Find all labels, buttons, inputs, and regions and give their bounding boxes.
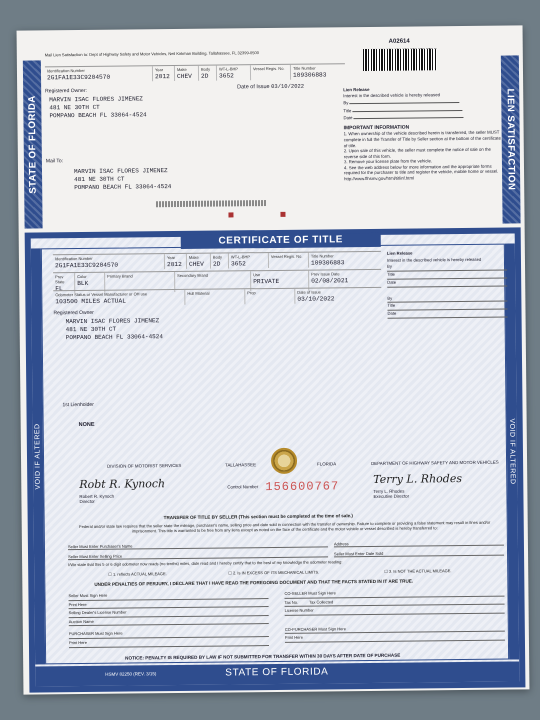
stub-issue-date: 03/10/2022 [271,82,305,91]
cert-use: PRIVATE [253,277,280,286]
cert-vin: 2G1FA1E33C9204570 [54,261,119,270]
coseller-signature-field[interactable]: CO-SELLER Must Sign Here [284,588,504,599]
cert-lien-release: Lien Release Interest in the described vehicle is hereby released By Title Date By Title Date [387,250,508,319]
cert-issue-date: 03/10/2022 [297,295,335,303]
purchaser-print-field[interactable]: Print Here [69,637,269,648]
executive-director-signature: Terry L. Rhodes [373,472,463,486]
copurchaser-signature-field[interactable]: CO-PURCHASER Must Sign Here [285,623,505,634]
cert-color: BLK [77,279,89,288]
state-seal-icon [271,448,297,474]
date-sold-field[interactable]: Seller Must Enter Date Sold [334,550,504,558]
tax-field[interactable]: Tax No. Tax Collected [284,596,504,607]
stub-body: 2D [200,72,209,80]
transfer-heading: TRANSFER OF TITLE BY SELLER (This section must be completed at the time of sale.) [163,513,353,521]
seller-signature-field[interactable]: Seller Must Sign Here [68,590,268,601]
cert-year: 2012 [166,260,182,269]
cert-body: 2D [212,260,221,268]
cert-prev-issue-date: 02/08/2021 [311,277,349,285]
cert-odometer-row: Odometer Status or Vessel Manufacturer or OH use 103500 MILES ACTUAL Hull Material Prop Date of Issue 03/10/2022 [53,287,381,306]
certificate-title-banner: CERTIFICATE OF TITLE [181,233,381,249]
marker [280,212,285,217]
cert-make: CHEV [188,260,204,268]
stub-vin: 2G1FA1E33C9204570 [46,73,111,82]
cert-brand-row: Prev State FL Color BLK Primary Brand Secondary Brand Use PRIVATE Prev Issue Date 02/08/2021 [53,269,381,293]
director-signature: Robt R. Kynoch [79,477,166,492]
auction-name-field[interactable]: Auction Name [69,616,269,627]
penalty-notice: NOTICE: PENALTY IS REQUIRED BY LAW IF NOT SUBMITTED FOR TRANSFER WITHIN 30 DAYS AFTER DATE OF PURCHASE [125,652,401,661]
seller-print-field[interactable]: Print Here [69,599,269,610]
stub-mailing-header: Mail Lien Satisfaction to: Dept of Highway Safety and Motor Vehicles, Neil Kirkman Building, Tallahassee, FL 32399-0500 [44,50,259,58]
cert-prev-state: FL [55,285,63,293]
state-of-florida-band: STATE OF FLORIDA [23,60,43,228]
cert-odometer-status: ACTUAL [103,297,126,305]
stub-title-number: 109306883 [292,71,327,79]
dealer-license-field[interactable]: Selling Dealer's License Number [69,607,269,618]
transfer-text: Federal and/or state law requires that the seller state the mileage, purchaser's name, selling price and date sold in connection with the transfer of ownership. Failure to complete or providing a false statement may result in fines and/or imprisonment. This title is warranted to be free from any liens except as noted on the face of the certificate and the motor vehicle or vessel described is hereby transferred to: [79,519,491,534]
lien-satisfaction-stub: STATE OF FLORIDA LIEN SATISFACTION Mail Lien Satisfaction to: Dept of Highway Safety and Motor Vehicles, Neil Kirkman Building, Tallahassee, FL 32399-0500 A02614 Identification Number 2G1FA1E33C9204570 Year 2012 Make CHEV Body 2D WT-L-BHP 3652 Vessel Regis. No. Title Number 109306883 Registered Owner: Date of Issue 03/10/2022 MARVIN ISAC FLORES JIMENEZ 481 NE 30TH CT POMPANO BEACH FL 33064-4524 Mail To: MARVIN ISAC FLORES JIMENEZ 481 NE 30TH CT POMPANO BEACH FL 33064-4524 Lien Release Interest in the described vehicle is hereby released By Title Date IMPORTANT INFORMATION 1. When ownership of the vehicle described herein is transferred, the seller MUST complete in full the Transfer of Title by Seller section at the bottom of the certificate of title. 2. Upon sale of this vehicle, the seller must complete the notice of sale on the reverse side of this form. 3. Remove your license plate from the vehicle. 4. See the web address below for more information and the appropriate forms required for the purchaser to title and register the vehicle, mobile home or vessel. http://www.flhsmv.gov/html/titlinf.html [17,25,525,230]
lien-release-info: Lien Release Interest in the described vehicle is hereby released By Title Date IMPORTANT INFORMATION 1. When ownership of the vehicle described herein is transferred, the seller MUST complete in full the Transfer of Title by Seller section at the bottom of the certificate of title. 2. Upon sale of this vehicle, the seller must complete the notice of sale on the reverse side of this form. 3. Remove your license plate from the vehicle. 4. See the web address below for more information and the appropriate forms required for the purchaser to title and register the vehicle, mobile home or vessel. http://www.flhsmv.gov/html/titlinf.html [343,86,501,182]
purchaser-name-field[interactable]: Seller Must Enter Purchaser's Name [68,541,328,550]
cert-registered-owner: MARVIN ISAC FLORES JIMENEZ 481 NE 30TH CT POMPANO BEACH FL 33064-4524 [65,317,164,342]
copurchaser-print-field[interactable]: Print Here [285,632,505,643]
control-number: 156600767 [265,479,340,495]
marker [228,212,233,217]
postal-barcode [156,200,266,207]
certificate-footer [35,661,519,686]
cert-title-number: 109306883 [310,259,345,267]
stub-weight: 3652 [218,72,234,80]
stub-control-code: A02614 [388,38,410,45]
certificate-of-title: VOID IF ALTERED VOID IF ALTERED CERTIFICATE OF TITLE Identification Number 2G1FA1E33C9204570 Year 2012 Make CHEV Body 2D WT-L-BHP 3652 Vessel Regis. No. Title Number 109306883 Prev State FL Color BLK Primary Brand Secondary Brand Use PRIVATE Prev Issue Date 02/08/2021 Odometer Status or Vessel Manufacturer or OH use 103500 MILES ACTUAL Hull Material Prop Date of Issue 03/10/2022 Lien Release Interest in the described vehicle is hereby released By Title Date By Title Date Registered Owner MARVIN ISAC FLORES JIMENEZ 481 NE 30TH CT POMPANO BEACH FL 33064-4524 1st Lienholder NONE DIVISION OF MOTORIST SERVICES TALLAHASSEE FLORIDA DEPARTMENT OF HIGHWAY SAFETY AND MOTOR VEHICLES Robt R. Kynoch Robert R. Kynoch Director Control Number 156600767 Terry L. Rhodes Terry L. Rhodes Executive Director TRANSFER OF TITLE BY SELLER (This section must be completed at the time of sale.) Federal and/or state law requires that the seller state the mileage, purchaser's name, selling price and date sold in connection with the transfer of ownership. Failure to complete or providing a false statement may result in fines and/or imprisonment. This title is warranted to be free from any liens except as noted on the face of the certificate and the motor vehicle or vessel described is hereby transferred to: Seller Must Enter Purchaser's Name Address Seller Must Enter Selling Price Seller Must Enter Date Sold I/We state that this 5 or 6 digit odometer now reads (no tenths) miles, date read and I hereby certify that to the best of my knowledge the odometer reading: ☐ 1. reflects ACTUAL MILEAGE. ☐ 2. Is IN EXCESS OF ITS MECHANICAL LIMITS. ☐ 3. Is NOT THE ACTUAL MILEAGE. UNDER PENALTIES OF PERJURY, I DECLARE THAT I HAVE READ THE FOREGOING DOCUMENT AND THAT THE FACTS STATED IN IT ARE TRUE. Seller Must Sign Here Print Here Selling Dealer's License Number Auction Name PURCHASER Must Sign Here Print Here CO-SELLER Must Sign Here Tax No. Tax Collected License Number CO-PURCHASER Must Sign Here Print Here NOTICE: PENALTY IS REQUIRED BY LAW IF NOT SUBMITTED FOR TRANSFER WITHIN 30 DAYS AFTER DATE OF PURCHASE HSMV 82250 (REV. 3/15) STATE OF FLORIDA [25,227,526,692]
barcode [363,48,437,71]
lien-satisfaction-band: LIEN SATISFACTION [501,55,521,223]
perjury-statement: UNDER PENALTIES OF PERJURY, I DECLARE THAT I HAVE READ THE FOREGOING DOCUMENT AND THAT THE FACTS STATED IN IT ARE TRUE. [94,578,414,587]
void-band-right: VOID IF ALTERED [505,243,519,659]
stub-vehicle-row: Identification Number 2G1FA1E33C9204570 Year 2012 Make CHEV Body 2D WT-L-BHP 3652 Vessel Regis. No. Title Number 109306883 [45,63,345,82]
stub-mail-to-address: MARVIN ISAC FLORES JIMENEZ 481 NE 30TH CT POMPANO BEACH FL 33064-4524 [73,167,172,192]
footer-state-title: STATE OF FLORIDA [225,666,329,679]
stub-registered-owner: MARVIN ISAC FLORES JIMENEZ 481 NE 30TH CT POMPANO BEACH FL 33064-4524 [49,95,147,120]
title-document [17,25,530,694]
license-number-field[interactable]: License Number [285,605,505,616]
form-number: HSMV 82250 (REV. 3/15) [105,671,157,677]
odometer-statement: I/We state that this 5 or 6 digit odometer now reads (no tenths) miles, date read and I hereby certify that to the best of my knowledge the odometer reading: [68,559,343,568]
address-field[interactable]: Address [334,540,504,548]
cert-odometer: 103500 MILES [55,297,100,306]
cert-weight: 3652 [230,260,246,268]
purchaser-signature-field[interactable]: PURCHASER Must Sign Here [69,628,269,639]
void-band-left: VOID IF ALTERED [31,248,45,664]
selling-price-field[interactable]: Seller Must Enter Selling Price [68,551,328,560]
stub-make: CHEV [176,72,192,80]
cert-vehicle-row: Identification Number 2G1FA1E33C9204570 Year 2012 Make CHEV Body 2D WT-L-BHP 3652 Vessel Regis. No. Title Number 109306883 [53,251,381,270]
cert-lienholder: NONE [78,421,95,429]
stub-year: 2012 [154,73,170,81]
